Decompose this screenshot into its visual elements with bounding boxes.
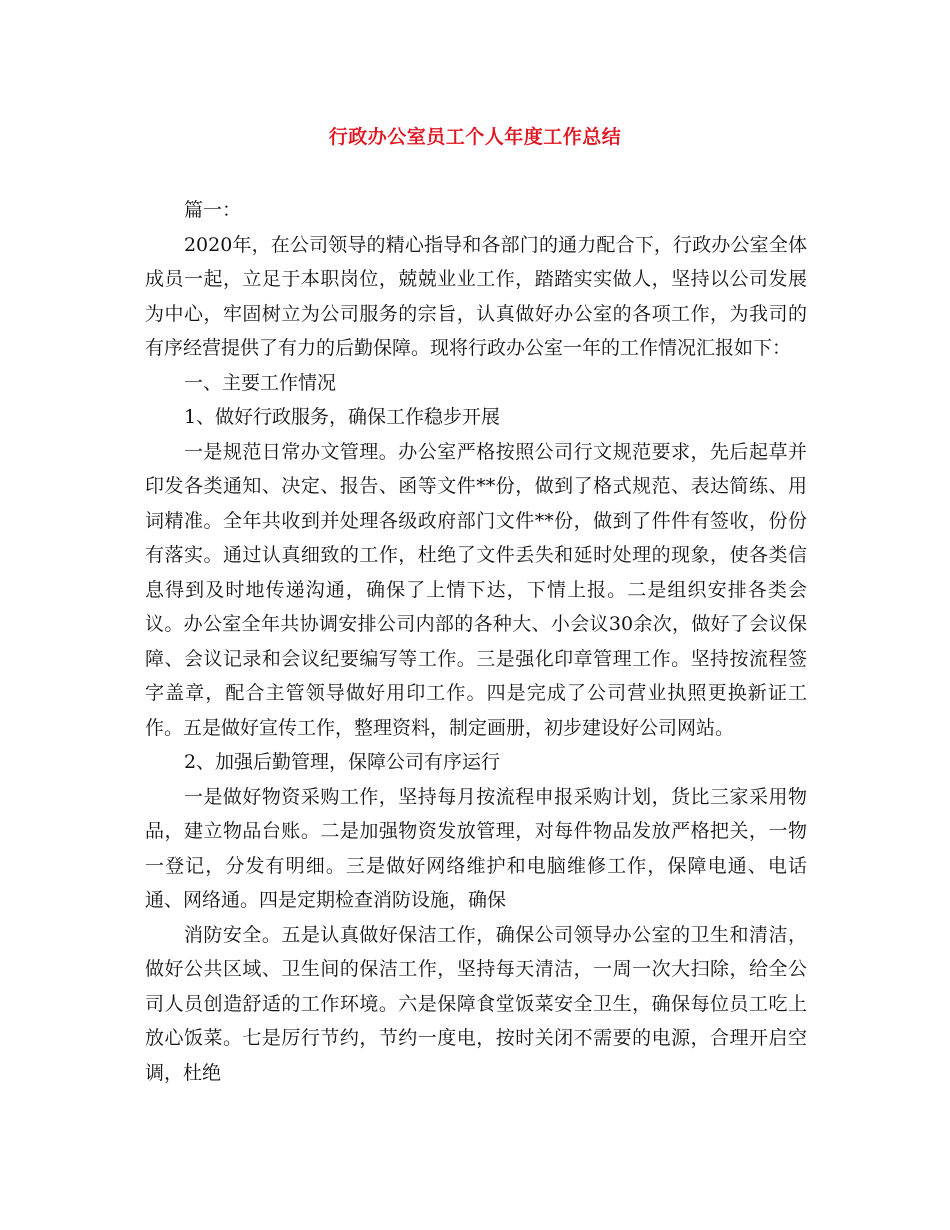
paragraph-logistics: 一是做好物资采购工作，坚持每月按流程申报采购计划，货比三家采用物品，建立物品台账。二是加强物资发放管理，对每件物品发放严格把关，一物一登记，分发有明细。三是做好网络维护和电脑维修工作，保障电通、电话通、网络通。四是定期检查消防设施，确保 [145,785,807,911]
subheading-admin-service: 1、做好行政服务，确保工作稳步开展 [183,406,501,428]
heading-main-work: 一、主要工作情况 [183,371,336,394]
paragraph-admin-service: 一是规范日常办文管理。办公室严格按照公司行文规范要求，先后起草并印发各类通知、决定、报告、函等文件**份，做到了格式规范、表达简练、用词精准。全年共收到并处理各级政府部门文件**份，做到了件件有签收，份份有落实。通过认真细致的工作，杜绝了文件丢失和延时处理的现象，使各类信息得到及时地传递沟通，确保了上情下达，下情上报。二是组织安排各类会议。办公室全年共协调安排公司内部的各种大、小会议30余次，做好了会议保障、会议记录和会议纪要编写等工作。三是强化印章管理工作。坚持按流程签字盖章，配合主管领导做好用印工作。四是完成了公司营业执照更换新证工作。五是做好宣传工作，整理资料，制定画册，初步建设好公司网站。 [145,440,807,739]
paragraph-intro: 2020年，在公司领导的精心指导和各部门的通力配合下，行政办公室全体成员一起，立足于本职岗位，兢兢业业工作，踏踏实实做人，坚持以公司发展为中心，牢固树立为公司服务的宗旨，认真做好办公室的各项工作，为我司的有序经营提供了有力的后勤保障。现将行政办公室一年的工作情况汇报如下： [145,233,807,359]
paragraph-section-label: 篇一： [183,199,241,221]
subheading-logistics: 2、加强后勤管理，保障公司有序运行 [183,751,501,773]
document-body [145,193,807,1090]
document-title: 行政办公室员工个人年度工作总结 [328,126,622,148]
paragraph-safety: 消防安全。五是认真做好保洁工作，确保公司领导办公室的卫生和清洁，做好公共区域、卫生间的保洁工作，坚持每天清洁，一周一次大扫除，给全公司人员创造舒适的工作环境。六是保障食堂饭菜安全卫生，确保每位员工吃上放心饭菜。七是厉行节约，节约一度电，按时关闭不需要的电源，合理开启空调，杜绝 [145,923,807,1084]
